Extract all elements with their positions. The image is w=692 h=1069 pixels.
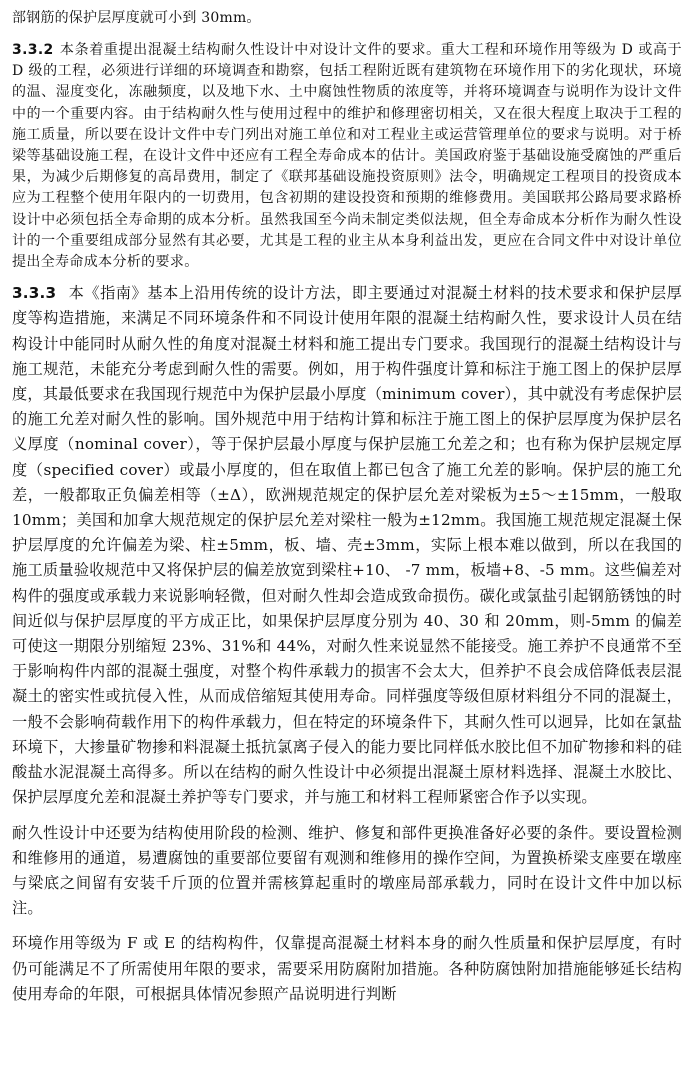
section-3-3-3 [12,281,682,810]
section-number: 3.3.3 [12,284,57,303]
paragraph-anticorrosion: 环境作用等级为 F 或 E 的结构构件，仅靠提高混凝土材料本身的耐久性质量和保护层厚度，有时仍可能满足不了所需使用年限的要求，需要采用防腐附加措施。各种防腐蚀附加措施能够延长结构使用寿命的年限，可根据具体情况参照产品说明进行判断 [12,934,682,1003]
section-number: 3.3.2 [12,42,54,58]
section-text: 本条着重提出混凝土结构耐久性设计中对设计文件的要求。重大工程和环境作用等级为 D 或高于 D 级的工程，必须进行详细的环境调查和勘察，包括工程附近既有建筑物在环境作用下的劣化现状，环境的温、湿度变化，冻融频度，以及地下水、土中腐蚀性物质的浓度等，并将环境调查与说明作为设计文件中的一个重要内容。由于结构耐久性与使用过程中的维护和修理密切相关，又在很大程度上取决于工程的施工质量，所以要在设计文件中专门列出对施工单位和对工程业主或运营管理单位的要求与说明。对于桥梁等基础设施工程，在设计文件中还应有工程全寿命成本的估计。美国政府鉴于基础设施受腐蚀的严重后果，为减少后期修复的高昂费用，制定了《联邦基础设施投资原则》法令，明确规定工程项目的投资成本应为工程整个使用年限内的一切费用，包含初期的建设投资和预期的维修费用。美国联邦公路局要求路桥设计中必须包括全寿命期的成本分析。虽然我国至今尚未制定类似法规，但全寿命成本分析作为耐久性设计的一个重要组成部分显然有其必要，尤其是工程的业主从本身利益出发，更应在合同文件中对设计单位提出全寿命成本分析的要求。 [12,42,682,271]
section-text: 本《指南》基本上沿用传统的设计方法，即主要通过对混凝土材料的技术要求和保护层厚度等构造措施，来满足不同环境条件和不同设计使用年限的混凝土结构耐久性，要求设计人员在结构设计中能同时从耐久性的角度对混凝土材料和施工提出专门要求。我国现行的混凝土结构设计与施工规范，未能充分考虑到耐久性的需要。例如，用于构件强度计算和标注于施工图上的保护层厚度，其最低要求在我国现行规范中为保护层最小厚度（minimum cover），其中就没有考虑保护层的施工允差对耐久性的影响。国外规范中用于结构计算和标注于施工图上的保护层厚度为保护层名义厚度（nominal cover），等于保护层最小厚度与保护层施工允差之和；也有称为保护层规定厚度（specified cover）或最小厚度的，但在取值上都已包含了施工允差的影响。保护层的施工允差，一般都取正负偏差相等（±Δ），欧洲规范规定的保护层允差对梁板为±5～±15mm，一般取 10mm；美国和加拿大规范规定的保护层允差对梁柱一般为±12mm。我国施工规范规定混凝土保护层厚度的允许偏差为梁、柱±5mm，板、墙、壳±3mm，实际上根本难以做到，所以在我国的施工质量验收规范中又将保护层的偏差放宽到梁柱+10、 -7 mm，板墙+8、-5 mm。这些偏差对构件的强度或承载力来说影响轻微，但对耐久性却会造成致命损伤。碳化或氯盐引起钢筋锈蚀的时间近似与保护层厚度的平方成正比，如果保护层厚度分别为 40、30 和 20mm，则-5mm 的偏差可使这一期限分别缩短 23%、31%和 44%，对耐久性来说显然不能接受。施工养护不良通常不至于影响构件内部的混凝土强度，对整个构件承载力的损害不会太大，但养护不良会成倍降低表层混凝土的密实性或抗侵入性，从而成倍缩短其使用寿命。同样强度等级但原材料组分不同的混凝土，一般不会影响荷载作用下的构件承载力，但在特定的环境条件下，其耐久性可以迥异，比如在氯盐环境下，大掺量矿物掺和料混凝土抵抗氯离子侵入的能力要比同样低水胶比但不加矿物掺和料的硅酸盐水泥混凝土高得多。所以在结构的耐久性设计中必须提出混凝土原材料选择、混凝土水胶比、保护层厚度允差和混凝土养护等专门要求，并与施工和材料工程师紧密合作予以实现。 [12,284,682,807]
section-3-3-2 [12,40,682,273]
paragraph-maintenance: 耐久性设计中还要为结构使用阶段的检测、维护、修复和部件更换准备好必要的条件。要设置检测和维修用的通道，易遭腐蚀的重要部位要留有观测和维修用的操作空间，为置换桥梁支座要在墩座与梁底之间留有安装千斤顶的位置并需核算起重时的墩座局部承载力，同时在设计文件中加以标注。 [12,823,682,918]
intro-line: 部钢筋的保护层厚度就可小到 30mm。 [12,10,261,26]
